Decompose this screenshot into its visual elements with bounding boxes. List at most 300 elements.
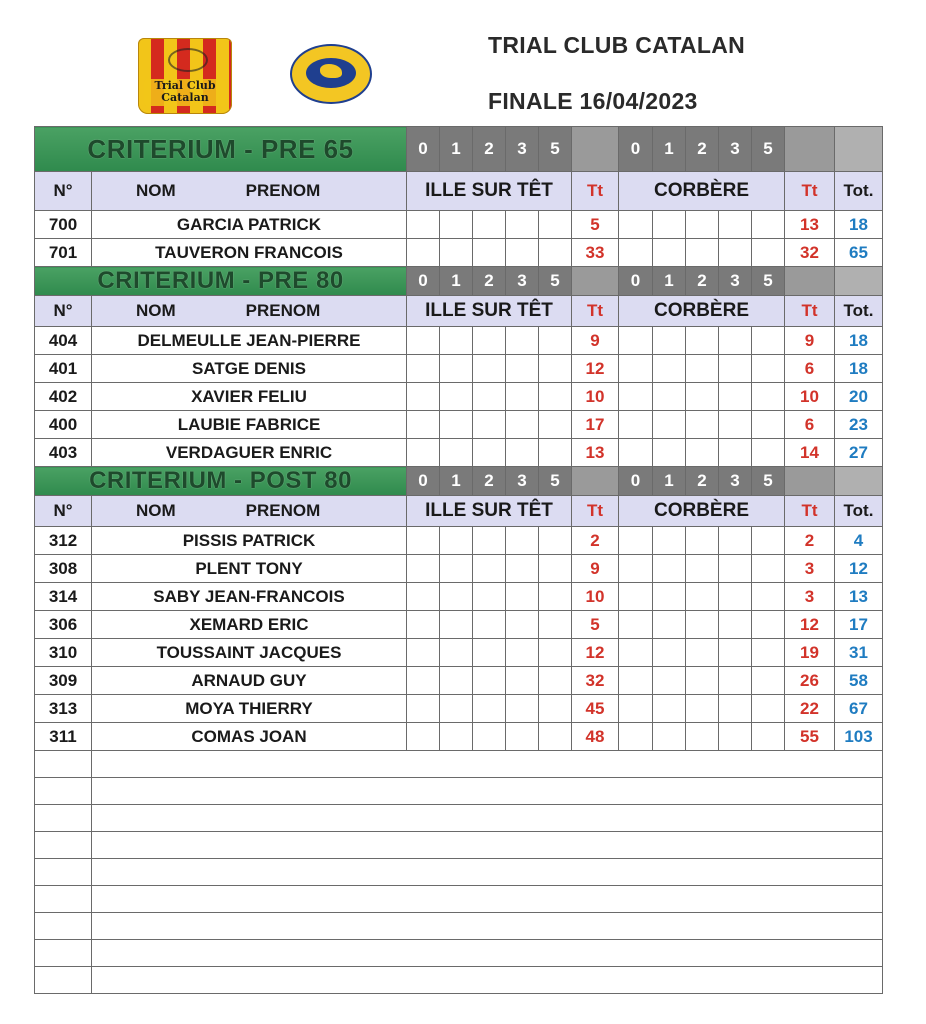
penalty-level-label: 5 (539, 267, 572, 296)
empty-cell (35, 886, 92, 913)
federation-logo (290, 44, 372, 104)
score-cell (440, 667, 473, 695)
score-cell (719, 555, 752, 583)
score-cell (719, 583, 752, 611)
score-cell (619, 639, 653, 667)
penalty-level-label: 1 (653, 127, 686, 172)
rider-grand-total: 27 (835, 439, 883, 467)
score-cell (686, 583, 719, 611)
rider-row (35, 211, 883, 239)
score-cell (686, 667, 719, 695)
score-cell (506, 239, 539, 267)
penalty-level-label: 2 (686, 467, 719, 496)
score-cell (473, 723, 506, 751)
score-cell (619, 667, 653, 695)
score-cell (407, 439, 440, 467)
rider-name: SATGE DENIS (92, 355, 407, 383)
header-name (92, 172, 407, 211)
rider-name: ARNAUD GUY (92, 667, 407, 695)
score-cell (719, 327, 752, 355)
empty-cell (35, 805, 92, 832)
header-total: Tot. (835, 496, 883, 527)
rider-total-corbere: 22 (785, 695, 835, 723)
level-spacer (835, 467, 883, 496)
empty-row (35, 805, 883, 832)
rider-total-corbere: 26 (785, 667, 835, 695)
empty-cell (35, 940, 92, 967)
rider-number: 403 (35, 439, 92, 467)
penalty-level-label: 1 (653, 267, 686, 296)
rider-total-ille: 9 (572, 327, 619, 355)
penalty-level-label: 3 (506, 467, 539, 496)
score-cell (619, 383, 653, 411)
score-cell (752, 383, 785, 411)
header-tt-corbere: Tt (785, 496, 835, 527)
rider-total-ille: 10 (572, 383, 619, 411)
score-cell (407, 611, 440, 639)
score-cell (539, 639, 572, 667)
score-cell (539, 527, 572, 555)
penalty-level-label: 1 (440, 267, 473, 296)
column-header-row (35, 296, 883, 327)
score-cell (653, 355, 686, 383)
empty-cell (92, 940, 883, 967)
rider-grand-total: 58 (835, 667, 883, 695)
level-spacer (835, 267, 883, 296)
score-cell (506, 583, 539, 611)
score-cell (653, 583, 686, 611)
score-cell (719, 239, 752, 267)
header-zone-ille: ILLE SUR TÊT (407, 172, 572, 211)
empty-cell (92, 832, 883, 859)
score-cell (686, 239, 719, 267)
score-cell (752, 439, 785, 467)
header-tt-ille: Tt (572, 496, 619, 527)
penalty-level-label: 3 (719, 127, 752, 172)
score-cell (619, 211, 653, 239)
score-cell (653, 611, 686, 639)
score-cell (752, 355, 785, 383)
rider-total-ille: 9 (572, 555, 619, 583)
score-cell (539, 555, 572, 583)
score-cell (539, 411, 572, 439)
rider-total-corbere: 3 (785, 583, 835, 611)
header-tt-corbere: Tt (785, 172, 835, 211)
score-cell (407, 723, 440, 751)
score-cell (619, 555, 653, 583)
score-cell (440, 411, 473, 439)
score-cell (752, 327, 785, 355)
score-cell (752, 583, 785, 611)
penalty-level-label: 2 (686, 127, 719, 172)
empty-row (35, 751, 883, 778)
level-spacer (785, 467, 835, 496)
rider-number: 400 (35, 411, 92, 439)
score-cell (719, 639, 752, 667)
penalty-level-label: 3 (719, 467, 752, 496)
score-cell (719, 411, 752, 439)
score-cell (539, 695, 572, 723)
level-spacer (572, 467, 619, 496)
penalty-level-label: 2 (473, 467, 506, 496)
score-cell (539, 583, 572, 611)
motorbike-icon (168, 48, 208, 72)
empty-cell (92, 778, 883, 805)
rider-name: TAUVERON FRANCOIS (92, 239, 407, 267)
score-cell (440, 211, 473, 239)
penalty-level-label: 1 (653, 467, 686, 496)
penalty-level-label: 0 (619, 267, 653, 296)
rider-total-corbere: 55 (785, 723, 835, 751)
score-cell (619, 527, 653, 555)
score-cell (719, 211, 752, 239)
rider-number: 700 (35, 211, 92, 239)
score-cell (506, 439, 539, 467)
rider-grand-total: 103 (835, 723, 883, 751)
score-cell (473, 667, 506, 695)
document-title: TRIAL CLUB CATALAN (488, 32, 746, 58)
empty-cell (92, 913, 883, 940)
header-name (92, 296, 407, 327)
score-cell (506, 667, 539, 695)
score-cell (506, 723, 539, 751)
empty-cell (35, 913, 92, 940)
score-cell (719, 723, 752, 751)
penalty-level-label: 5 (752, 467, 785, 496)
category-title: CRITERIUM - PRE 80 (35, 267, 407, 296)
rider-name: PLENT TONY (92, 555, 407, 583)
score-cell (752, 667, 785, 695)
rider-total-ille: 13 (572, 439, 619, 467)
score-cell (619, 327, 653, 355)
score-cell (473, 527, 506, 555)
header-zone-ille: ILLE SUR TÊT (407, 496, 572, 527)
penalty-level-label: 3 (719, 267, 752, 296)
rider-total-ille: 32 (572, 667, 619, 695)
score-cell (506, 555, 539, 583)
score-cell (653, 555, 686, 583)
rider-grand-total: 17 (835, 611, 883, 639)
score-cell (473, 639, 506, 667)
level-spacer (785, 267, 835, 296)
rider-total-ille: 5 (572, 611, 619, 639)
empty-cell (92, 967, 883, 994)
score-cell (506, 611, 539, 639)
score-cell (539, 723, 572, 751)
rider-name: XEMARD ERIC (92, 611, 407, 639)
score-cell (619, 239, 653, 267)
score-cell (440, 583, 473, 611)
score-cell (539, 355, 572, 383)
rider-total-corbere: 32 (785, 239, 835, 267)
rider-grand-total: 31 (835, 639, 883, 667)
rider-name: SABY JEAN-FRANCOIS (92, 583, 407, 611)
rider-row (35, 439, 883, 467)
score-cell (653, 327, 686, 355)
rider-number: 312 (35, 527, 92, 555)
score-cell (653, 239, 686, 267)
level-spacer (785, 127, 835, 172)
rider-row (35, 611, 883, 639)
empty-row (35, 913, 883, 940)
score-cell (407, 583, 440, 611)
score-cell (752, 411, 785, 439)
rider-name: MOYA THIERRY (92, 695, 407, 723)
rider-number: 701 (35, 239, 92, 267)
penalty-level-label: 5 (752, 127, 785, 172)
score-cell (539, 667, 572, 695)
penalty-level-label: 1 (440, 127, 473, 172)
rider-row (35, 411, 883, 439)
score-cell (506, 639, 539, 667)
rider-name: DELMEULLE JEAN-PIERRE (92, 327, 407, 355)
rider-row (35, 355, 883, 383)
rider-total-ille: 12 (572, 355, 619, 383)
score-cell (719, 439, 752, 467)
score-cell (473, 327, 506, 355)
rider-name: COMAS JOAN (92, 723, 407, 751)
header-zone-corbere: CORBÈRE (619, 172, 785, 211)
level-spacer (835, 127, 883, 172)
rider-total-ille: 48 (572, 723, 619, 751)
rider-row (35, 327, 883, 355)
rider-total-corbere: 13 (785, 211, 835, 239)
header-number: N° (35, 496, 92, 527)
penalty-level-label: 3 (506, 267, 539, 296)
rider-total-ille: 33 (572, 239, 619, 267)
score-cell (539, 439, 572, 467)
score-cell (473, 355, 506, 383)
penalty-level-label: 5 (752, 267, 785, 296)
score-cell (619, 583, 653, 611)
score-cell (407, 695, 440, 723)
score-cell (473, 211, 506, 239)
score-cell (719, 667, 752, 695)
header-nom: NOM (136, 301, 176, 320)
score-cell (653, 723, 686, 751)
header-zone-ille: ILLE SUR TÊT (407, 296, 572, 327)
header-total: Tot. (835, 172, 883, 211)
category-row (35, 467, 883, 496)
category-row (35, 267, 883, 296)
score-cell (407, 527, 440, 555)
score-cell (440, 695, 473, 723)
score-cell (752, 639, 785, 667)
rider-grand-total: 65 (835, 239, 883, 267)
header-tt-ille: Tt (572, 172, 619, 211)
penalty-level-label: 0 (407, 467, 440, 496)
empty-row (35, 778, 883, 805)
empty-cell (92, 805, 883, 832)
penalty-level-label: 0 (407, 267, 440, 296)
score-cell (752, 527, 785, 555)
score-cell (440, 355, 473, 383)
rider-row (35, 723, 883, 751)
empty-cell (35, 778, 92, 805)
score-cell (473, 383, 506, 411)
rider-grand-total: 67 (835, 695, 883, 723)
header-prenom: PRENOM (245, 301, 321, 320)
score-cell (473, 239, 506, 267)
score-cell (506, 383, 539, 411)
empty-cell (35, 832, 92, 859)
score-cell (686, 611, 719, 639)
rider-name: GARCIA PATRICK (92, 211, 407, 239)
empty-row (35, 967, 883, 994)
score-cell (653, 667, 686, 695)
score-cell (473, 611, 506, 639)
rider-name: LAUBIE FABRICE (92, 411, 407, 439)
score-cell (653, 211, 686, 239)
score-cell (407, 327, 440, 355)
score-cell (719, 695, 752, 723)
rider-name: PISSIS PATRICK (92, 527, 407, 555)
score-cell (407, 639, 440, 667)
rider-number: 311 (35, 723, 92, 751)
score-cell (752, 723, 785, 751)
score-cell (440, 327, 473, 355)
score-cell (440, 555, 473, 583)
rider-row (35, 639, 883, 667)
score-cell (686, 439, 719, 467)
rider-number: 309 (35, 667, 92, 695)
rider-icon (320, 64, 342, 78)
rider-number: 314 (35, 583, 92, 611)
score-cell (539, 211, 572, 239)
score-cell (407, 211, 440, 239)
rider-total-corbere: 19 (785, 639, 835, 667)
rider-grand-total: 18 (835, 211, 883, 239)
score-cell (653, 411, 686, 439)
score-cell (619, 439, 653, 467)
score-cell (440, 723, 473, 751)
score-cell (440, 527, 473, 555)
penalty-level-label: 3 (506, 127, 539, 172)
rider-grand-total: 12 (835, 555, 883, 583)
category-title: CRITERIUM - POST 80 (35, 467, 407, 496)
rider-total-ille: 45 (572, 695, 619, 723)
score-cell (473, 439, 506, 467)
rider-name: XAVIER FELIU (92, 383, 407, 411)
rider-total-corbere: 9 (785, 327, 835, 355)
score-cell (506, 695, 539, 723)
score-cell (752, 611, 785, 639)
rider-name: TOUSSAINT JACQUES (92, 639, 407, 667)
document-header (0, 0, 926, 126)
score-cell (752, 211, 785, 239)
score-cell (653, 639, 686, 667)
score-cell (473, 411, 506, 439)
score-cell (686, 555, 719, 583)
score-cell (440, 239, 473, 267)
score-cell (719, 611, 752, 639)
score-cell (686, 355, 719, 383)
header-nom: NOM (136, 181, 176, 200)
penalty-level-label: 2 (473, 127, 506, 172)
empty-cell (35, 751, 92, 778)
empty-cell (92, 751, 883, 778)
header-zone-corbere: CORBÈRE (619, 496, 785, 527)
rider-name: VERDAGUER ENRIC (92, 439, 407, 467)
score-cell (686, 695, 719, 723)
column-header-row (35, 496, 883, 527)
rider-grand-total: 18 (835, 327, 883, 355)
header-total: Tot. (835, 296, 883, 327)
score-cell (473, 555, 506, 583)
score-cell (440, 639, 473, 667)
rider-row (35, 527, 883, 555)
score-cell (719, 355, 752, 383)
score-cell (473, 583, 506, 611)
document-subtitle: FINALE 16/04/2023 (488, 88, 698, 114)
rider-row (35, 383, 883, 411)
score-cell (653, 695, 686, 723)
penalty-level-label: 5 (539, 467, 572, 496)
rider-total-ille: 2 (572, 527, 619, 555)
empty-cell (92, 886, 883, 913)
score-cell (752, 695, 785, 723)
rider-grand-total: 20 (835, 383, 883, 411)
score-cell (653, 527, 686, 555)
results-table (34, 126, 883, 994)
category-row (35, 127, 883, 172)
score-cell (686, 639, 719, 667)
header-name (92, 496, 407, 527)
rider-total-corbere: 6 (785, 411, 835, 439)
rider-total-ille: 17 (572, 411, 619, 439)
level-spacer (572, 127, 619, 172)
score-cell (619, 723, 653, 751)
score-cell (407, 355, 440, 383)
score-cell (539, 383, 572, 411)
header-prenom: PRENOM (245, 181, 321, 200)
rider-number: 404 (35, 327, 92, 355)
rider-row (35, 239, 883, 267)
score-cell (407, 239, 440, 267)
score-cell (752, 555, 785, 583)
score-cell (653, 439, 686, 467)
score-cell (407, 667, 440, 695)
empty-cell (92, 859, 883, 886)
rider-total-ille: 10 (572, 583, 619, 611)
empty-row (35, 832, 883, 859)
score-cell (686, 327, 719, 355)
penalty-level-label: 1 (440, 467, 473, 496)
score-cell (539, 611, 572, 639)
rider-number: 306 (35, 611, 92, 639)
level-spacer (572, 267, 619, 296)
score-cell (440, 383, 473, 411)
column-header-row (35, 172, 883, 211)
rider-number: 308 (35, 555, 92, 583)
score-cell (619, 695, 653, 723)
rider-number: 310 (35, 639, 92, 667)
rider-row (35, 695, 883, 723)
rider-row (35, 667, 883, 695)
score-cell (506, 327, 539, 355)
header-tt-corbere: Tt (785, 296, 835, 327)
score-cell (506, 527, 539, 555)
rider-total-corbere: 2 (785, 527, 835, 555)
rider-row (35, 583, 883, 611)
score-cell (719, 383, 752, 411)
rider-total-corbere: 10 (785, 383, 835, 411)
logo-club-text: Trial Club Catalan (144, 79, 226, 106)
header-number: N° (35, 172, 92, 211)
score-cell (539, 239, 572, 267)
header-nom: NOM (136, 501, 176, 520)
rider-total-corbere: 14 (785, 439, 835, 467)
